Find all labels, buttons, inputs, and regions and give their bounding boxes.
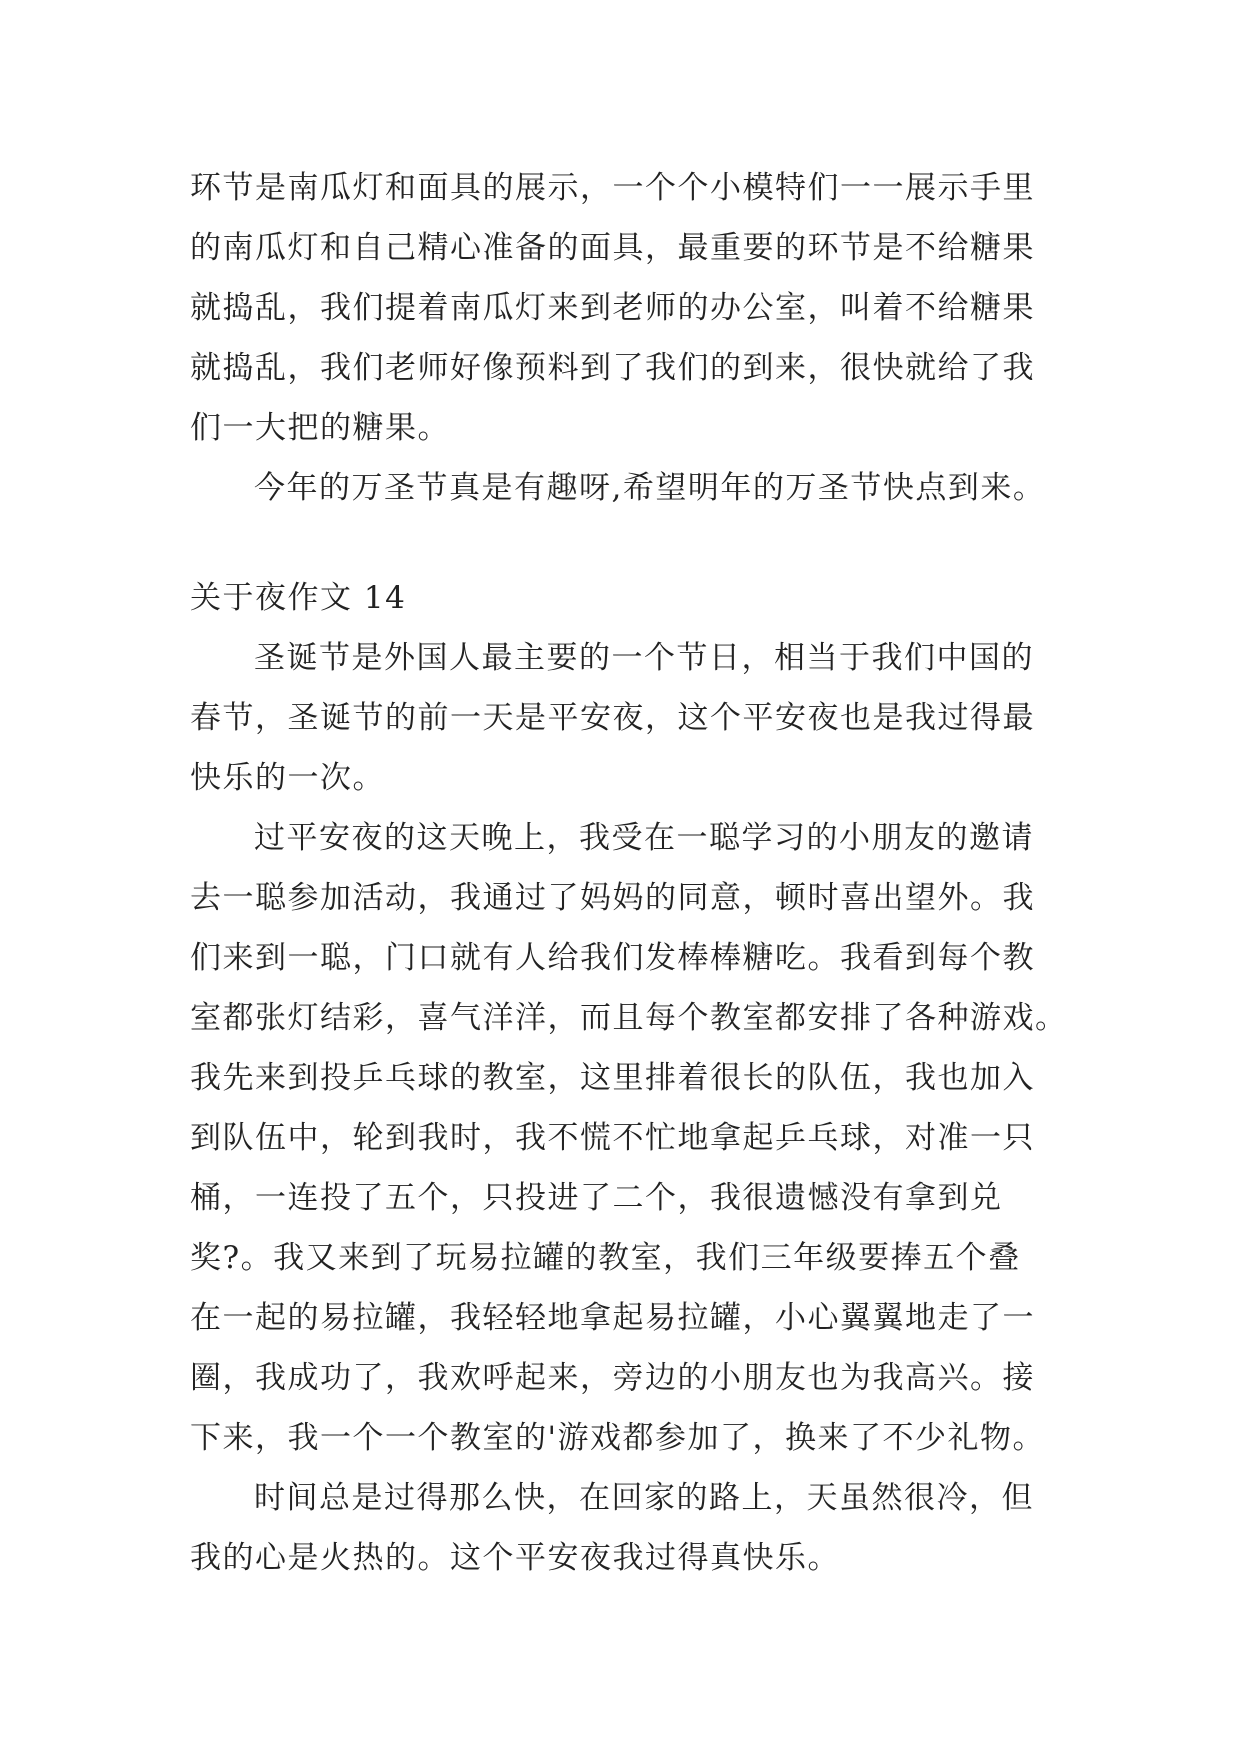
- paragraph-line: 们一大把的糖果。: [190, 410, 450, 446]
- paragraph-line: 们来到一聪，门口就有人给我们发棒棒糖吃。我看到每个教: [190, 940, 1035, 976]
- paragraph-line: 的南瓜灯和自己精心准备的面具，最重要的环节是不给糖果: [190, 230, 1035, 266]
- paragraph-line: 时间总是过得那么快，在回家的路上，天虽然很冷，但: [254, 1480, 1034, 1516]
- paragraph-line: 圈，我成功了，我欢呼起来，旁边的小朋友也为我高兴。接: [190, 1360, 1035, 1396]
- paragraph-line: 就捣乱，我们提着南瓜灯来到老师的办公室，叫着不给糖果: [190, 290, 1035, 326]
- paragraph-line: 在一起的易拉罐，我轻轻地拿起易拉罐，小心翼翼地走了一: [190, 1300, 1035, 1336]
- paragraph-line: 春节，圣诞节的前一天是平安夜，这个平安夜也是我过得最: [190, 700, 1035, 736]
- paragraph-line: 就捣乱，我们老师好像预料到了我们的到来，很快就给了我: [190, 350, 1035, 386]
- paragraph-line: 圣诞节是外国人最主要的一个节日，相当于我们中国的: [254, 640, 1034, 676]
- paragraph-line: 过平安夜的这天晚上，我受在一聪学习的小朋友的邀请: [254, 820, 1034, 856]
- paragraph-line: 今年的万圣节真是有趣呀,希望明年的万圣节快点到来。: [254, 470, 1046, 506]
- paragraph-line: 我先来到投乒乓球的教室，这里排着很长的队伍，我也加入: [190, 1060, 1035, 1096]
- paragraph-line: 下来，我一个一个教室的'游戏都参加了，换来了不少礼物。: [190, 1420, 1046, 1456]
- paragraph-line: 去一聪参加活动，我通过了妈妈的同意，顿时喜出望外。我: [190, 880, 1035, 916]
- paragraph-line: 到队伍中，轮到我时，我不慌不忙地拿起乒乓球，对准一只: [190, 1120, 1035, 1156]
- paragraph-line: 快乐的一次。: [190, 760, 385, 796]
- paragraph-line: 环节是南瓜灯和面具的展示，一个个小模特们一一展示手里: [190, 170, 1035, 206]
- paragraph-line: 桶，一连投了五个，只投进了二个，我很遗憾没有拿到兑: [190, 1180, 1003, 1216]
- paragraph-line: 室都张灯结彩，喜气洋洋，而且每个教室都安排了各种游戏。: [190, 1000, 1068, 1036]
- paragraph-line: 奖?。我又来到了玩易拉罐的教室，我们三年级要捧五个叠: [190, 1240, 1021, 1276]
- section-heading: 关于夜作文 14: [190, 580, 407, 616]
- paragraph-line: 我的心是火热的。这个平安夜我过得真快乐。: [190, 1540, 840, 1576]
